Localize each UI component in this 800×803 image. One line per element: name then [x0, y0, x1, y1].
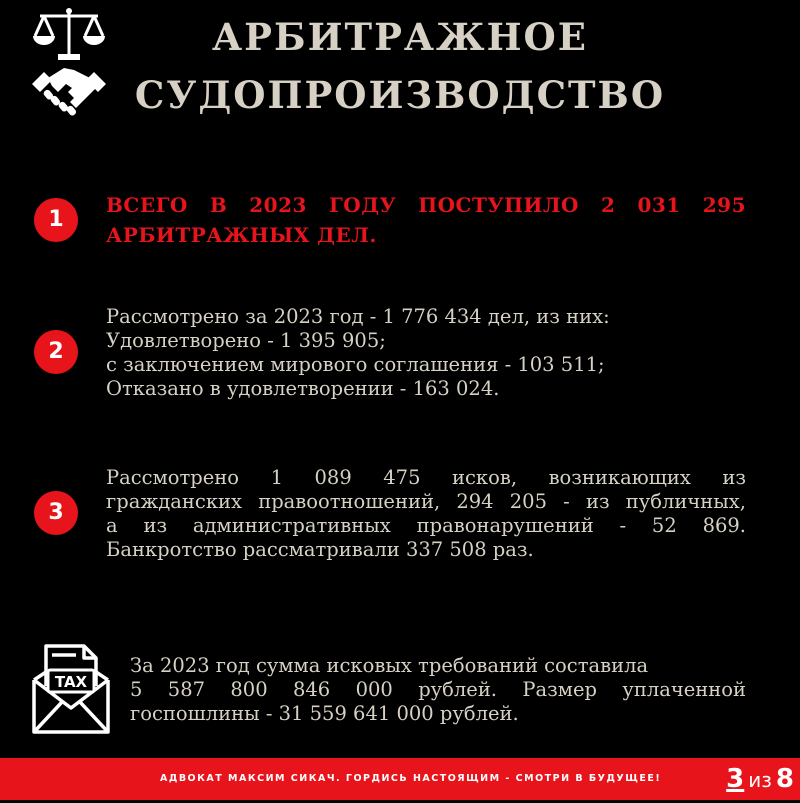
- item-4-line-3: госпошлины - 31 559 641 000 рублей.: [130, 702, 519, 725]
- item-2-line-4: Отказано в удовлетворении - 163 024.: [106, 377, 500, 400]
- footer-slogan: АДВОКАТ МАКСИМ СИКАЧ. ГОРДИСЬ НАСТОЯЩИМ - СМОТРИ В БУДУЩЕЕ!: [160, 773, 662, 784]
- page-total: 8: [775, 764, 794, 794]
- item-3-text: [106, 466, 746, 562]
- item-2-line-2: Удовлетворено - 1 395 905;: [106, 329, 386, 352]
- page-title-line2: СУДОПРОИЗВОДСТВО: [134, 73, 666, 117]
- item-4-line-1: За 2023 год сумма исковых требований составила: [130, 654, 649, 677]
- page-current: 3: [726, 764, 745, 794]
- item-2-text: [106, 305, 746, 401]
- number-badge-2: 2: [34, 330, 78, 374]
- tax-envelope-icon: [30, 640, 112, 736]
- item-3-line-4: Банкротство рассматривали 337 508 раз.: [106, 538, 534, 561]
- item-2-line-1: Рассмотрено за 2023 год - 1 776 434 дел, из них:: [106, 305, 610, 328]
- page-title-line1: АРБИТРАЖНОЕ: [212, 15, 588, 59]
- item-3-line-1: Рассмотрено 1 089 475 исков, возникающих из: [106, 466, 746, 489]
- page-indicator: [726, 758, 794, 803]
- item-3-line-2: гражданских правоотношений, 294 205 - из публичных,: [106, 490, 746, 513]
- item-1-line-2: АРБИТРАЖНЫХ ДЕЛ.: [106, 223, 377, 247]
- footer-bar: [0, 758, 800, 800]
- item-4-text: [130, 654, 746, 726]
- item-4-line-2: 5 587 800 846 000 рублей. Размер уплаченной: [130, 678, 746, 701]
- item-1-line-1: ВСЕГО В 2023 ГОДУ ПОСТУПИЛО 2 031 295: [106, 193, 746, 217]
- number-badge-1: 1: [34, 198, 78, 242]
- page-of: из: [748, 768, 772, 792]
- item-3-line-3: а из административных правонарушений - 52 869.: [106, 514, 746, 537]
- number-badge-3: 3: [34, 491, 78, 535]
- item-1-text: [106, 190, 746, 250]
- item-2-line-3: с заключением мирового соглашения - 103 511;: [106, 353, 605, 376]
- tax-icon-label: TAX: [54, 673, 88, 691]
- scales-handshake-icon: [30, 6, 108, 124]
